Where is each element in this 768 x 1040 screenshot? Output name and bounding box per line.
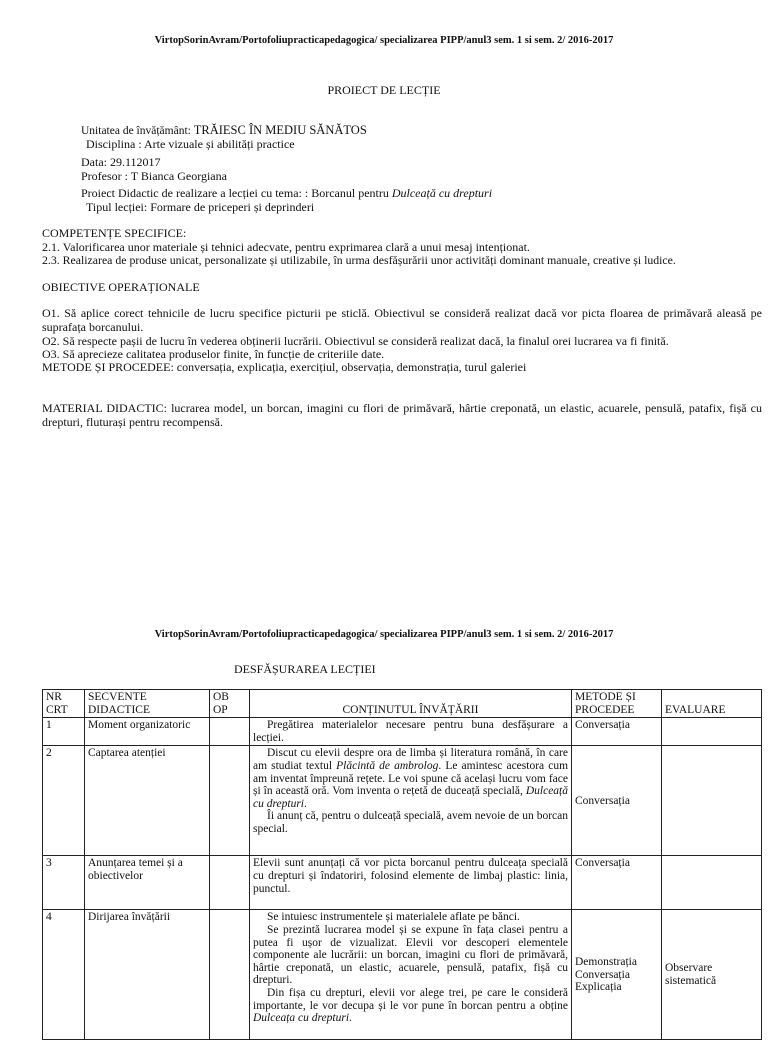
page-header-1: VirtopSorinAvram/Portofoliupracticapedagogica/ specializarea PIPP/anul3 sem. 1 si sem. 2/ 2016-2017 bbox=[154, 35, 614, 46]
competences-title: COMPETENȚE SPECIFICE: bbox=[42, 226, 187, 240]
row-metode bbox=[572, 910, 662, 1040]
material-line: MATERIAL DIDACTIC: lucrarea model, un borcan, imagini cu flori de primăvară, hârtie creponată, un elastic, acuarele, pensulă, patafix, fișă cu drepturi, fluturași pentru recompensă. bbox=[42, 401, 762, 429]
table-row bbox=[43, 746, 762, 856]
row-secventa: Dirijarea învățării bbox=[85, 910, 210, 1040]
content-text: . bbox=[349, 1012, 352, 1025]
content-paragraph: Îi anunț că, pentru o dulceață specială, avem nevoie de un borcan special. bbox=[253, 810, 568, 835]
table-header-row bbox=[43, 690, 762, 718]
method-item: Demonstrația bbox=[575, 955, 637, 968]
section-title: DESFĂȘURAREA LECȚIEI bbox=[234, 662, 376, 676]
content-paragraph bbox=[253, 987, 568, 1025]
row-evaluare bbox=[662, 718, 762, 746]
row-evaluare: Observare sistematică bbox=[662, 910, 762, 1040]
table-row bbox=[43, 718, 762, 746]
row-continut: Elevii sunt anunțați că vor picta borcanul pentru dulceața specială cu drepturi și îndatoriri, folosind elemente de limbaj plastic: linia, punctul. bbox=[250, 856, 572, 910]
competence-2: 2.3. Realizarea de produse unicat, personalizate și utilizabile, în urma desfășurării unor activități dominant manuale, creative și ludice. bbox=[42, 253, 676, 267]
objectives-title: OBIECTIVE OPERAȚIONALE bbox=[42, 280, 200, 294]
row-ob bbox=[210, 856, 250, 910]
row-evaluare bbox=[662, 856, 762, 910]
table-row bbox=[43, 856, 762, 910]
content-text-italic: Plăcintă de ambrolog bbox=[336, 759, 439, 772]
header-ob: OB OP bbox=[210, 690, 250, 718]
competence-1: 2.1. Valorificarea unor materiale și tehnici adecvate, pentru exprimarea clară a unui mesaj intenționat. bbox=[42, 240, 530, 254]
row-secventa: Captarea atenției bbox=[85, 746, 210, 856]
row-nr: 2 bbox=[43, 746, 85, 856]
row-secventa: Anunțarea temei și a obiectivelor bbox=[85, 856, 210, 910]
project-prefix: Proiect Didactic de realizare a lecției cu tema: : Borcanul pentru bbox=[81, 186, 392, 200]
row-continut bbox=[250, 746, 572, 856]
row-nr: 1 bbox=[43, 718, 85, 746]
row-evaluare bbox=[662, 746, 762, 856]
header-secvente: SECVENTE DIDACTICE bbox=[85, 690, 210, 718]
row-ob bbox=[210, 910, 250, 1040]
method-item: Conversația bbox=[575, 968, 630, 981]
project-theme: Dulceață cu drepturi bbox=[391, 186, 493, 200]
content-paragraph: Se intuiesc instrumentele și materialele aflate pe bănci. bbox=[267, 911, 520, 924]
discipline-line: Disciplina : Arte vizuale și abilități practice bbox=[86, 137, 295, 151]
project-theme-line bbox=[81, 186, 492, 201]
school-line bbox=[81, 123, 367, 138]
school-value: TRĂIESC ÎN MEDIU SĂNĂTOS bbox=[193, 123, 367, 137]
teacher-line: Profesor : T Bianca Georgiana bbox=[81, 169, 227, 183]
methods-line: METODE ȘI PROCEDEE: conversația, explicația, exercițiul, observația, demonstrația, turul galeriei bbox=[42, 360, 527, 374]
lesson-table bbox=[42, 689, 762, 1040]
content-text: Din fișa cu drepturi, elevii vor alege trei, pe care le consideră importante, le vor decupa și le vor pune în borcan pentru a obține bbox=[253, 986, 568, 1012]
content-text: . bbox=[304, 797, 307, 810]
row-ob bbox=[210, 746, 250, 856]
content-text: . Le amintesc acestora cum am inventat împreună rețete. Le voi spune că același lucru vom face și în această oră. Vom inventa o rețetă de duceață specială, bbox=[253, 759, 569, 798]
row-nr: 4 bbox=[43, 910, 85, 1040]
table-row bbox=[43, 910, 762, 1040]
row-continut: Pregătirea materialelor necesare pentru buna desfășurare a lecției. bbox=[250, 718, 572, 746]
header-metode: METODE ȘI PROCEDEE bbox=[572, 690, 662, 718]
content-paragraph: Se prezintă lucrarea model și se expune în fața clasei pentru a putea fi ușor de vizualizat. Elevii vor descoperi elementele componente ale lucrării: un borcan, imagini cu flori de primăvară, hârtie creponată, un elastic, acuarele, pensulă, patafix, fișă cu drepturi. bbox=[253, 923, 568, 987]
objective-3: O3. Să aprecieze calitatea produselor finite, în funcție de criteriile date. bbox=[42, 347, 385, 361]
row-ob bbox=[210, 718, 250, 746]
row-metode: Conversația bbox=[572, 856, 662, 910]
header-evaluare: EVALUARE bbox=[662, 690, 762, 718]
school-label: Unitatea de învățământ: bbox=[81, 125, 194, 137]
document-title: PROIECT DE LECȚIE bbox=[327, 83, 441, 97]
row-continut bbox=[250, 910, 572, 1040]
row-secventa: Moment organizatoric bbox=[85, 718, 210, 746]
page-header-2: VirtopSorinAvram/Portofoliupracticapedagogica/ specializarea PIPP/anul3 sem. 1 si sem. 2/ 2016-2017 bbox=[154, 629, 614, 640]
lesson-type-line: Tipul lecției: Formare de priceperi și deprinderi bbox=[86, 200, 315, 214]
objective-1: O1. Să aplice corect tehnicile de lucru specifice picturii pe sticlă. Obiectivul se consideră realizat dacă vor picta floarea de primăvară aleasă pe suprafața borcanului. bbox=[42, 306, 762, 334]
objective-2: O2. Să respecte pașii de lucru în vederea obținerii lucrării. Obiectivul se consideră realizat dacă, la finalul orei lucrarea va fi finită. bbox=[42, 334, 669, 348]
content-paragraph bbox=[253, 747, 568, 810]
content-text-italic: Dulceață cu drepturi bbox=[253, 785, 568, 810]
row-metode: Conversația bbox=[572, 746, 662, 856]
header-continut: CONȚINUTUL ÎNVĂȚĂRII bbox=[250, 690, 572, 718]
row-metode: Conversația bbox=[572, 718, 662, 746]
method-item: Explicația bbox=[575, 981, 622, 994]
row-nr: 3 bbox=[43, 856, 85, 910]
content-text: Discut cu elevii despre ora de limba și literatura română, în care am studiat textul bbox=[253, 747, 568, 772]
date-line: Data: 29.112017 bbox=[81, 155, 161, 169]
header-nr: NR CRT bbox=[43, 690, 85, 718]
content-text-italic: Dulceața cu drepturi bbox=[253, 1012, 350, 1025]
